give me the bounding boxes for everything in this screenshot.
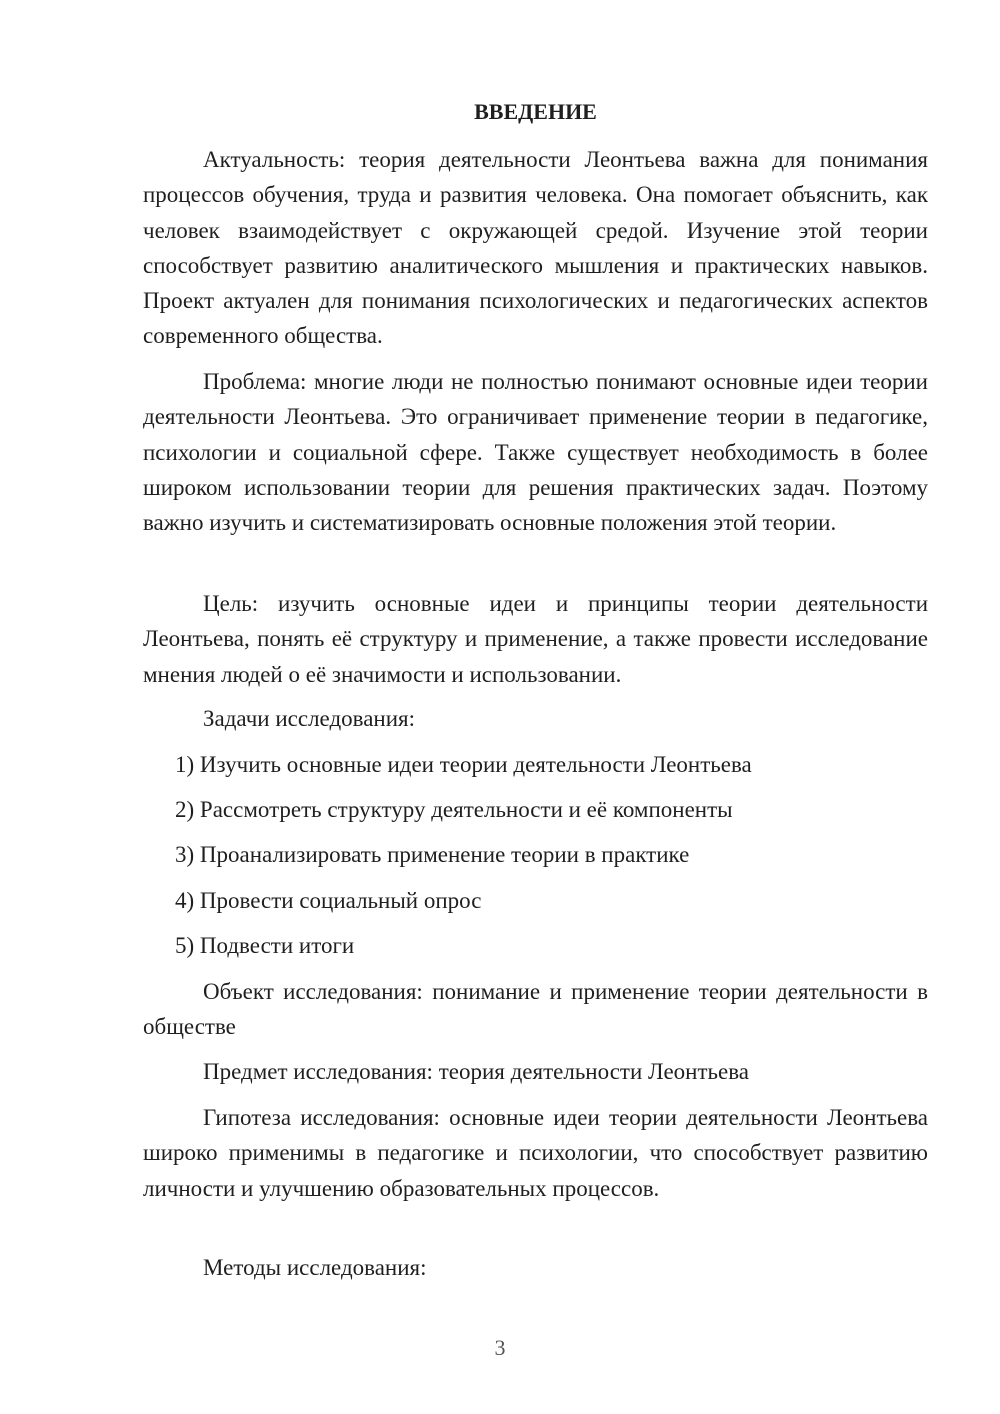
- page-title: ВВЕДЕНИЕ: [474, 99, 597, 124]
- list-item: 1) Изучить основные идеи теории деятельности Леонтьева: [175, 752, 752, 777]
- problem-paragraph: Проблема: многие люди не полностью понимают основные идеи теории деятельности Леонтьева. Это ограничивает применение теории в педагогике, психологии и социальной сфере. Также существует необходимость в более широком использовании теории для решения практических задач. Поэтому важно изучить и систематизировать основные положения этой теории.: [143, 369, 928, 536]
- subject-line: Предмет исследования: теория деятельности Леонтьева: [203, 1059, 749, 1084]
- relevance-paragraph: Актуальность: теория деятельности Леонтьева важна для понимания процессов обучения, труда и развития человека. Она помогает объяснить, как человек взаимодействует с окружающей средой. Изучение этой теории способствует развитию аналитического мышления и практических навыков. Проект актуален для понимания психологических и педагогических аспектов современного общества.: [143, 147, 928, 349]
- hypothesis-paragraph: Гипотеза исследования: основные идеи теории деятельности Леонтьева широко применимы в педагогике и психологии, что способствует развитию личности и улучшению образовательных процессов.: [143, 1105, 928, 1201]
- tasks-heading: Задачи исследования:: [203, 706, 416, 731]
- list-item: 5) Подвести итоги: [175, 933, 355, 958]
- methods-heading: Методы исследования:: [203, 1255, 427, 1280]
- object-paragraph: Объект исследования: понимание и применение теории деятельности в обществе: [143, 979, 928, 1040]
- list-item: 4) Провести социальный опрос: [175, 888, 482, 913]
- list-item: 3) Проанализировать применение теории в практике: [175, 842, 690, 867]
- page-number: 3: [494, 1335, 506, 1360]
- list-item: 2) Рассмотреть структуру деятельности и её компоненты: [175, 797, 733, 822]
- goal-paragraph: Цель: изучить основные идеи и принципы теории деятельности Леонтьева, понять её структуру и применение, а также провести исследование мнения людей о её значимости и использовании.: [143, 591, 928, 687]
